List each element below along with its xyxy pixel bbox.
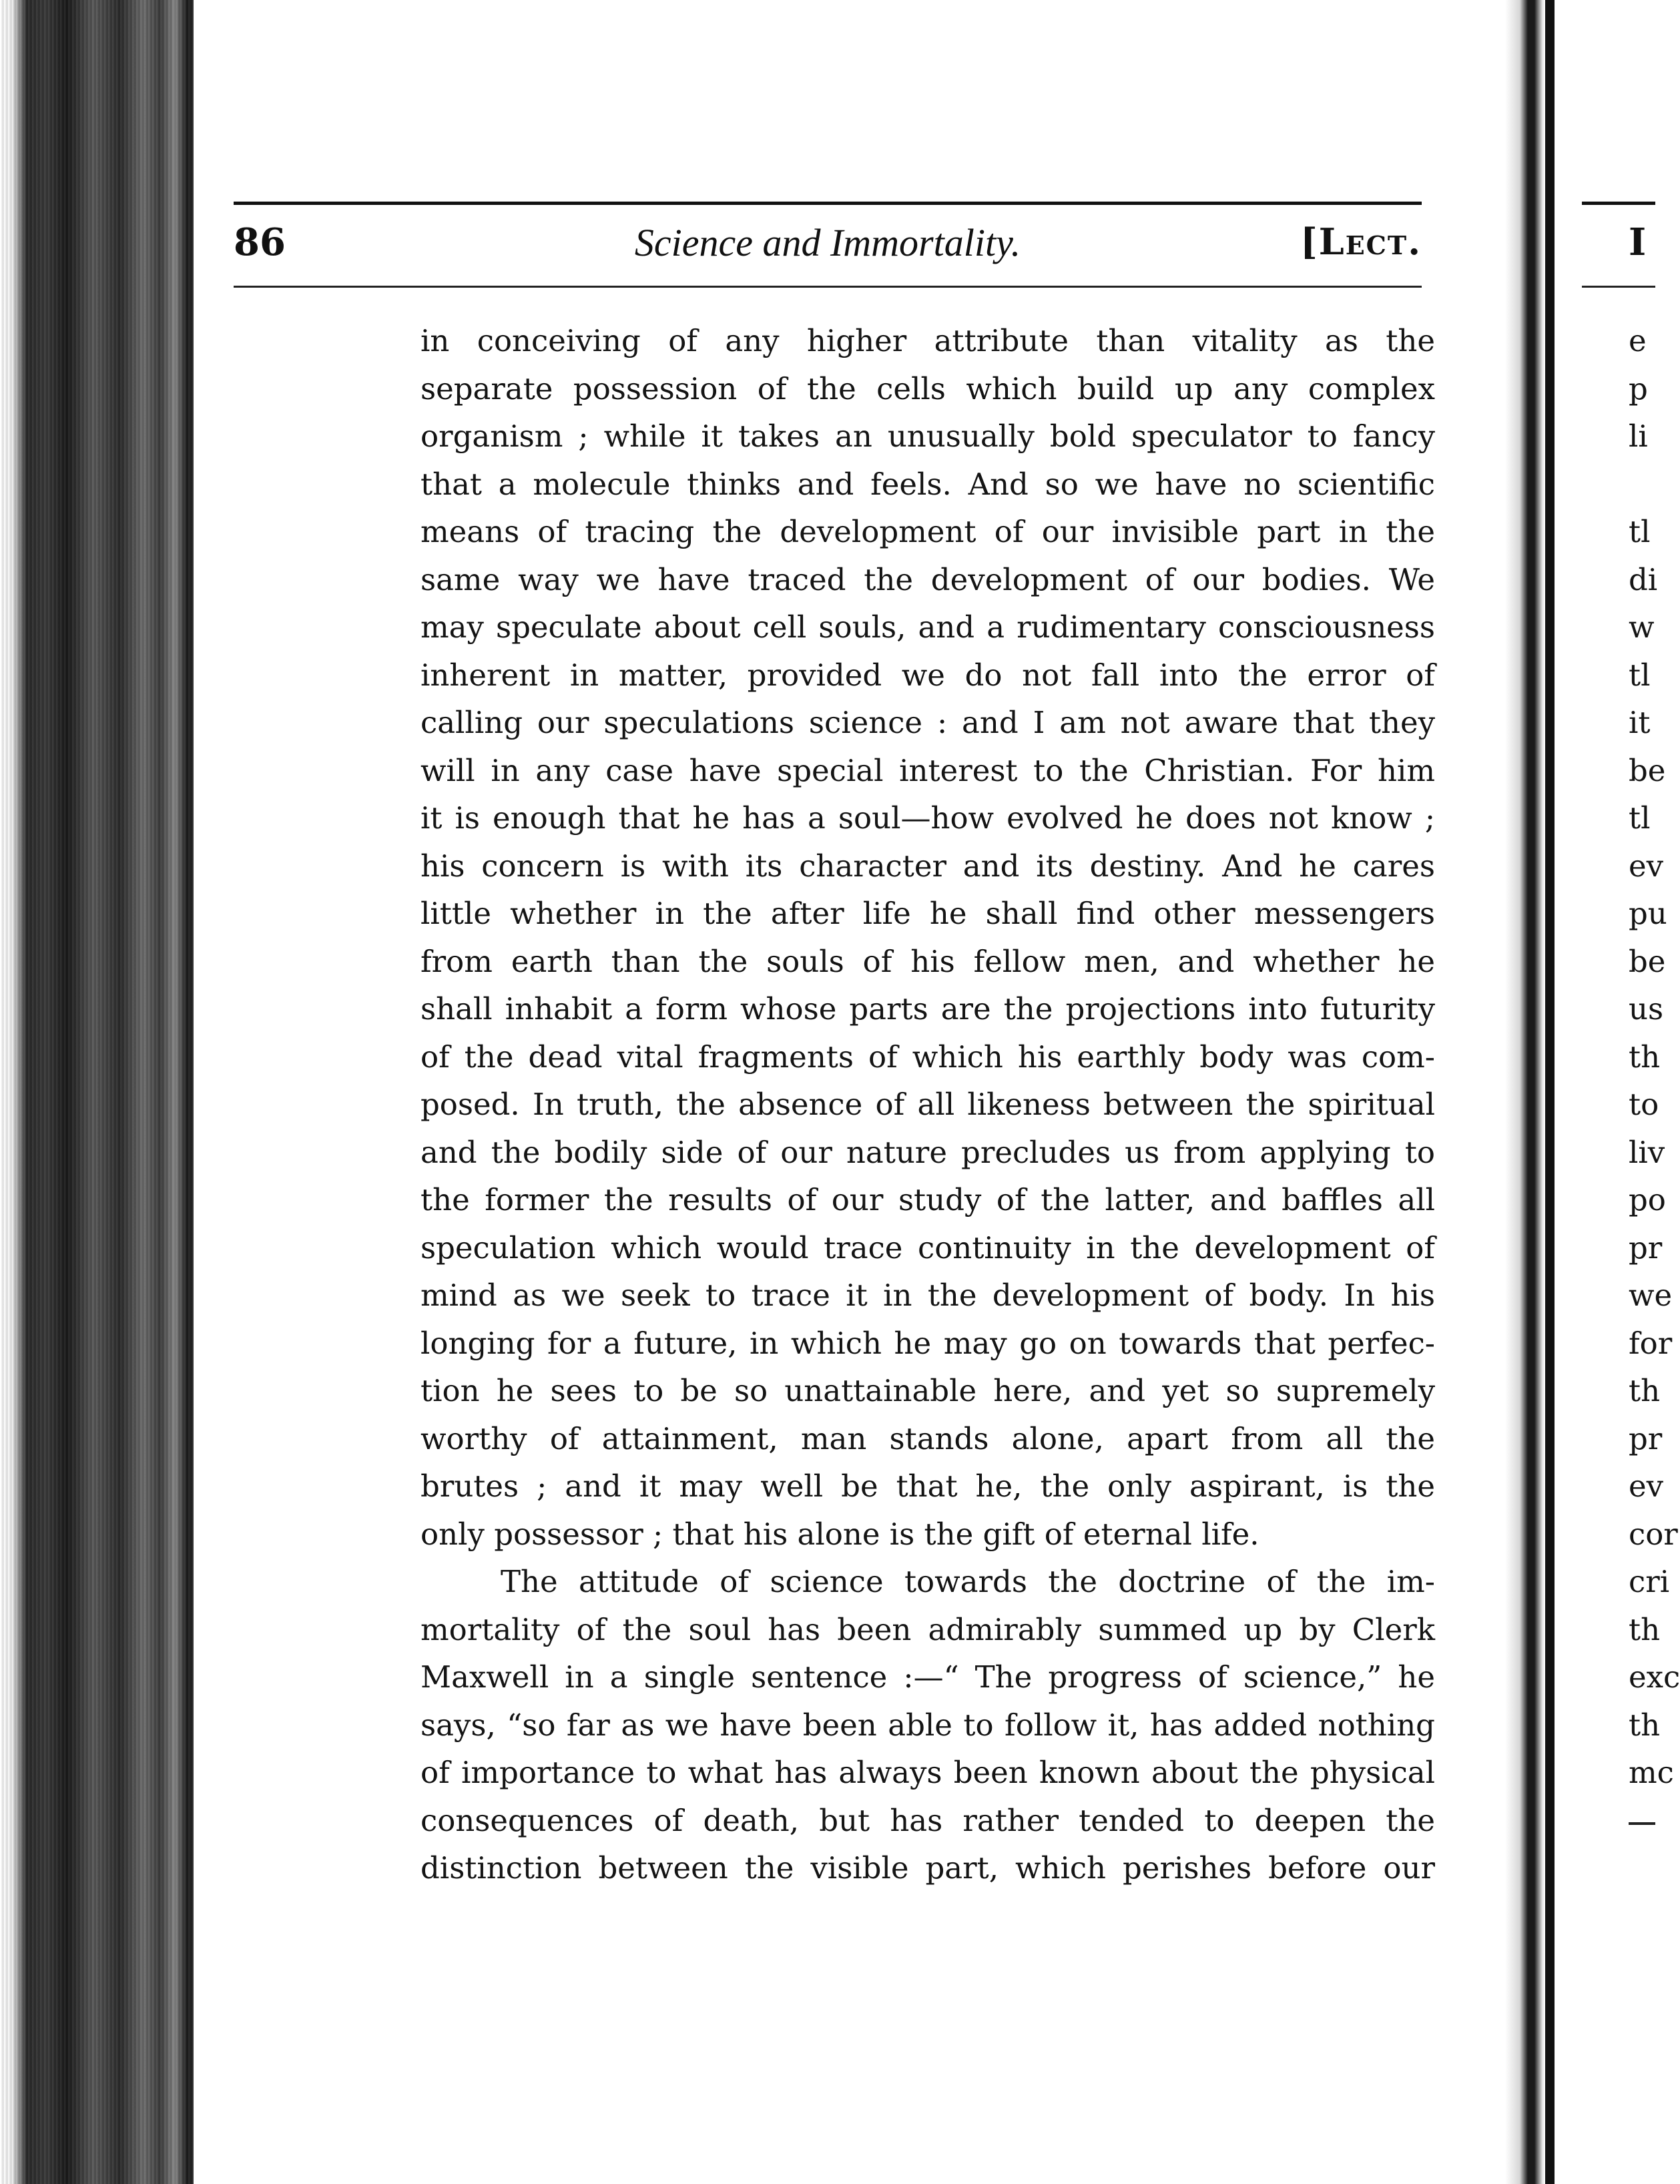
next-page-rule-fragment: [1629, 1822, 1655, 1825]
next-line-fragment: di: [1629, 561, 1658, 597]
next-line-fragment: [1629, 461, 1680, 509]
text-line: mortality of the soul has been admirably summed up by Clerk: [421, 1611, 1435, 1647]
text-line: mind as we seek to trace it in the development of body. In his: [421, 1278, 1435, 1313]
text-line: separate possession of the cells which build up any complex: [421, 370, 1435, 406]
page-gutter: [1505, 0, 1545, 2184]
text-line: means of tracing the development of our invisible part in the: [421, 514, 1435, 549]
text-line: longing for a future, in which he may go on towards that perfec-: [421, 1325, 1435, 1361]
text-line: that a molecule thinks and feels. And so we have no scientific: [421, 466, 1435, 502]
text-line: distinction between the visible part, which perishes before our: [421, 1850, 1435, 1886]
next-line-fragment: li: [1629, 419, 1648, 454]
next-line-fragment: mc: [1629, 1755, 1674, 1790]
text-line: his concern is with its character and its destiny. And he cares: [421, 848, 1435, 884]
header-rule-bottom: [234, 286, 1422, 288]
next-line-fragment: be: [1629, 752, 1666, 788]
next-line-fragment: to: [1629, 1087, 1659, 1122]
next-page-header-fragment: I: [1629, 220, 1647, 264]
text-line: will in any case have special interest to the Christian. For him: [421, 752, 1435, 788]
text-line: organism ; while it takes an unusually bold speculator to fancy: [421, 419, 1435, 454]
text-line: brutes ; and it may well be that he, the only aspirant, is the: [421, 1468, 1435, 1504]
text-line: in conceiving of any higher attribute than vitality as the: [421, 323, 1435, 358]
text-line: the former the results of our study of the latter, and baffles all: [421, 1182, 1435, 1217]
text-line: shall inhabit a form whose parts are the projections into futurity: [421, 991, 1435, 1027]
next-line-fragment: po: [1629, 1182, 1666, 1217]
text-line: may speculate about cell souls, and a rudimentary consciousness: [421, 609, 1435, 645]
next-line-fragment: ev: [1629, 848, 1664, 884]
next-page-header-rule-bottom: [1582, 286, 1655, 288]
text-line: consequences of death, but has rather tended to deepen the: [421, 1802, 1435, 1838]
next-line-fragment: be: [1629, 943, 1666, 979]
next-line-fragment: it: [1629, 705, 1651, 740]
text-line: of the dead vital fragments of which his earthly body was com-: [421, 1039, 1435, 1075]
next-line-fragment: tl: [1629, 514, 1651, 549]
next-line-fragment: liv: [1629, 1134, 1665, 1170]
text-line: same way we have traced the development of our bodies. We: [421, 561, 1435, 597]
next-line-fragment: pr: [1629, 1230, 1663, 1266]
text-line: says, “so far as we have been able to follow it, has added nothing: [421, 1707, 1435, 1743]
section-label: [Lect.: [1300, 220, 1422, 263]
running-title: Science and Immortality.: [634, 221, 1021, 264]
text-line: Maxwell in a single sentence :—“ The progress of science,” he: [421, 1659, 1435, 1695]
text-line: speculation which would trace continuity in the development of: [421, 1230, 1435, 1266]
next-line-fragment: th: [1629, 1611, 1661, 1647]
text-line: only possessor ; that his alone is the gift of eternal life.: [421, 1516, 1259, 1552]
next-line-fragment: th: [1629, 1373, 1661, 1408]
text-line: it is enough that he has a soul—how evolved he does not know ;: [421, 800, 1435, 836]
next-line-fragment: pu: [1629, 896, 1667, 931]
text-line: The attitude of science towards the doctrine of the im-: [501, 1564, 1435, 1599]
text-line: from earth than the souls of his fellow men, and whether he: [421, 943, 1435, 979]
next-page-header-rule-top: [1582, 202, 1655, 205]
next-line-fragment: cri: [1629, 1564, 1670, 1599]
next-line-fragment: pr: [1629, 1420, 1663, 1456]
text-line: and the bodily side of our nature precludes us from applying to: [421, 1134, 1435, 1170]
text-line: of importance to what has always been known about the physical: [421, 1755, 1435, 1790]
running-head: [234, 220, 1422, 280]
next-page-edge: [1545, 0, 1555, 2184]
next-line-fragment: exc: [1629, 1659, 1680, 1695]
next-line-fragment: p: [1629, 370, 1648, 406]
text-line: tion he sees to be so unattainable here, and yet so supremely: [421, 1373, 1435, 1408]
body-text: [421, 317, 1435, 1892]
next-page-line-fragments: [1629, 317, 1680, 1797]
book-binding-edge: [0, 0, 194, 2184]
text-line: little whether in the after life he shall find other messengers: [421, 896, 1435, 931]
next-line-fragment: th: [1629, 1707, 1661, 1743]
text-line: inherent in matter, provided we do not fall into the error of: [421, 657, 1435, 693]
next-line-fragment: ev: [1629, 1468, 1664, 1504]
next-line-fragment: w: [1629, 609, 1655, 645]
next-line-fragment: we: [1629, 1278, 1673, 1313]
next-line-fragment: th: [1629, 1039, 1661, 1075]
next-line-fragment: cor: [1629, 1516, 1678, 1552]
page-number: 86: [234, 220, 286, 264]
next-line-fragment: us: [1629, 991, 1664, 1027]
next-line-fragment: tl: [1629, 657, 1651, 693]
next-line-fragment: for: [1629, 1325, 1673, 1361]
header-rule-top: [234, 202, 1422, 205]
text-line: calling our speculations science : and I am not aware that they: [421, 705, 1435, 740]
next-line-fragment: e: [1629, 323, 1647, 358]
text-line: posed. In truth, the absence of all likeness between the spiritual: [421, 1087, 1435, 1122]
text-line: worthy of attainment, man stands alone, apart from all the: [421, 1420, 1435, 1456]
next-line-fragment: tl: [1629, 800, 1651, 836]
